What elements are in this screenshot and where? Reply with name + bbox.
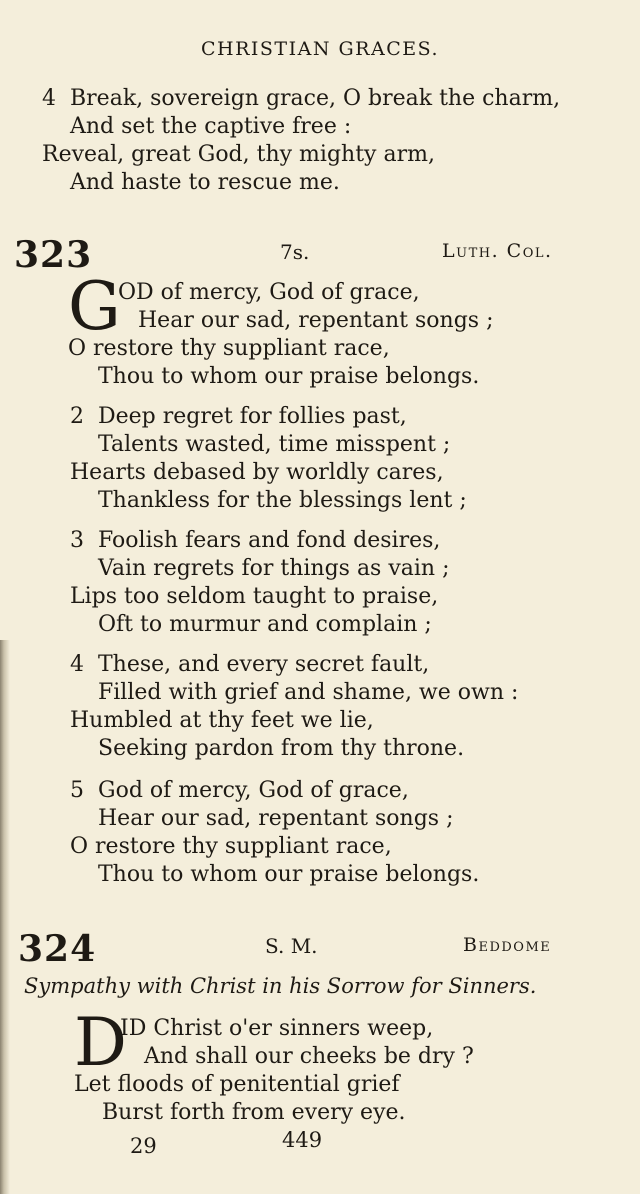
verse-line: Let floods of penitential grief	[74, 1072, 400, 1097]
verse-line: And set the captive free :	[70, 114, 352, 139]
stanza-number: 5	[70, 778, 84, 803]
page-edge-shadow	[0, 640, 10, 1194]
verse-line: And haste to rescue me.	[70, 170, 340, 195]
hymn-meter: S. M.	[265, 934, 318, 958]
verse-line: God of mercy, God of grace,	[98, 778, 409, 803]
stanza-number: 2	[70, 404, 84, 429]
drop-cap: G	[68, 268, 121, 345]
verse-line: Break, sovereign grace, O break the charm,	[70, 86, 561, 111]
verse-line: Thou to whom our praise belongs.	[98, 862, 480, 887]
stanza-number: 4	[42, 86, 56, 111]
verse-line: Hear our sad, repentant songs ;	[138, 308, 494, 333]
tune-name: Luth. Col.	[442, 240, 553, 262]
verse-line: Thou to whom our praise belongs.	[98, 364, 480, 389]
verse-line: Vain regrets for things as vain ;	[98, 556, 450, 581]
running-header: CHRISTIAN GRACES.	[201, 38, 439, 60]
verse-line: ID Christ o'er sinners weep,	[120, 1016, 434, 1041]
verse-line: Seeking pardon from thy throne.	[98, 736, 465, 761]
hymn-number: 324	[18, 928, 97, 970]
verse-line: Filled with grief and shame, we own :	[98, 680, 519, 705]
verse-line: OD of mercy, God of grace,	[118, 280, 420, 305]
verse-line: And shall our cheeks be dry ?	[144, 1044, 474, 1069]
verse-line: Hearts debased by worldly cares,	[70, 460, 444, 485]
verse-line: Talents wasted, time misspent ;	[98, 432, 451, 457]
verse-line: Burst forth from every eye.	[102, 1100, 406, 1125]
drop-cap: D	[74, 1004, 127, 1081]
verse-line: Hear our sad, repentant songs ;	[98, 806, 454, 831]
verse-line: Foolish fears and fond desires,	[98, 528, 441, 553]
verse-line: These, and every secret fault,	[98, 652, 430, 677]
verse-line: Humbled at thy feet we lie,	[70, 708, 374, 733]
verse-line: Reveal, great God, thy mighty arm,	[42, 142, 435, 167]
stanza-number: 3	[70, 528, 84, 553]
hymn-title: Sympathy with Christ in his Sorrow for Sinners.	[24, 974, 537, 998]
page-number: 449	[282, 1128, 323, 1152]
verse-line: Thankless for the blessings lent ;	[98, 488, 467, 513]
tune-name: Beddome	[463, 934, 552, 956]
hymn-number: 323	[14, 234, 93, 276]
hymn-meter: 7s.	[280, 240, 310, 264]
signature-mark: 29	[130, 1134, 157, 1158]
verse-line: Oft to murmur and complain ;	[98, 612, 432, 637]
verse-line: Deep regret for follies past,	[98, 404, 407, 429]
verse-line: O restore thy suppliant race,	[68, 336, 390, 361]
stanza-number: 4	[70, 652, 84, 677]
verse-line: O restore thy suppliant race,	[70, 834, 392, 859]
verse-line: Lips too seldom taught to praise,	[70, 584, 439, 609]
